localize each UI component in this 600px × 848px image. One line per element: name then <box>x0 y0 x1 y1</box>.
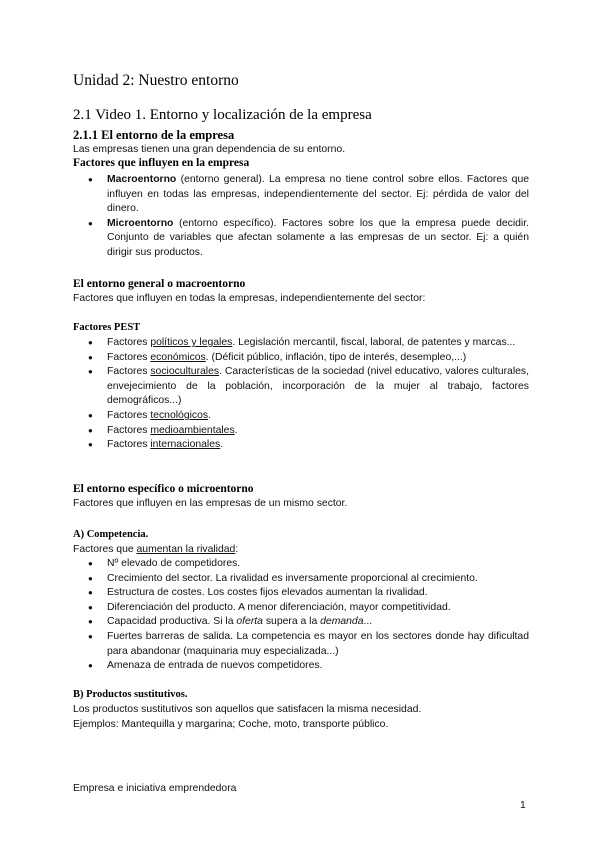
pest-item-text: . (Déficit público, inflación, tipo de interés, desempleo,...) <box>205 351 467 363</box>
micro-text: Factores que influyen en las empresas de un mismo sector. <box>73 498 348 509</box>
list-item: ● Fuertes barreras de salida. La competencia es mayor en los sectores donde hay dificultad para abandonar (maquinaria muy especializada...) <box>73 630 529 659</box>
list-item <box>73 615 529 630</box>
microentorno-term: Microentorno <box>107 217 174 229</box>
section-title: 2.1 Video 1. Entorno y localización de la empresa <box>73 107 372 123</box>
list-item <box>73 173 529 217</box>
competencia-intro-prefix: Factores que <box>73 544 137 555</box>
pest-item-text: . Legislación mercantil, fiscal, laboral, de patentes y marcas... <box>232 337 516 348</box>
list-item: ● Estructura de costes. Los costes fijos elevados aumentan la rivalidad. <box>73 586 529 601</box>
competencia-intro-link[interactable]: aumentan la rivalidad <box>136 544 236 555</box>
pest-link-politicos[interactable]: políticos y legales <box>150 337 233 348</box>
factors-heading: Factores que influyen en la empresa <box>73 157 250 169</box>
pest-item-prefix: Factores <box>107 409 151 421</box>
pest-item-prefix: Factores <box>107 424 151 436</box>
pest-item-prefix: Factores <box>107 337 151 348</box>
pest-item-prefix: Factores <box>107 439 151 451</box>
capacity-text-end: ... <box>363 616 373 628</box>
unit-title: Unidad 2: Nuestro entorno <box>73 72 239 89</box>
pest-item-prefix: Factores <box>107 366 151 378</box>
list-item <box>73 217 529 261</box>
pest-item-text: . <box>234 424 238 436</box>
oferta-emphasis: oferta <box>236 616 263 628</box>
factors-list <box>73 173 529 261</box>
sustitutos-heading: B) Productos sustitutivos. <box>73 689 188 700</box>
list-item: ● Amenaza de entrada de nuevos competidores. <box>73 659 529 674</box>
list-item <box>73 351 529 366</box>
list-item <box>73 409 529 424</box>
micro-heading: El entorno específico o microentorno <box>73 483 254 495</box>
list-item <box>73 365 529 409</box>
pest-heading: Factores PEST <box>73 322 141 333</box>
pest-item-text: . Características de la sociedad (nivel educativo, valores culturales, envejecimiento de la población, incorporación de la mujer al trabajo, factores demográficos...) <box>107 366 529 407</box>
pest-item-text: . <box>220 439 224 451</box>
list-item: ● Nº elevado de competidores. <box>73 557 529 572</box>
macro-text: Factores que influyen en todas la empresas, independientemente del sector: <box>73 293 426 304</box>
pest-item-text: . <box>208 409 211 421</box>
macro-heading: El entorno general o macroentorno <box>73 278 246 290</box>
page-footer: Empresa e iniciativa emprendedora <box>73 783 237 794</box>
list-item <box>73 424 529 439</box>
competencia-heading: A) Competencia. <box>73 529 149 540</box>
competencia-intro-suffix: : <box>235 544 239 555</box>
list-item <box>73 438 529 453</box>
microentorno-text: (entorno específico). Factores sobre los que la empresa puede decidir. Conjunto de variables que afectan solamente a las empresas de un sector. Ej: a quién dirigir sus productos. <box>107 217 529 258</box>
sustitutos-line2: Ejemplos: Mantequilla y margarina; Coche, moto, transporte público. <box>73 719 389 730</box>
list-item: ● Crecimiento del sector. La rivalidad es inversamente proporcional al crecimiento. <box>73 572 529 587</box>
pest-link-medioambientales[interactable]: medioambientales <box>150 424 235 436</box>
pest-link-socioculturales[interactable]: socioculturales <box>150 366 220 378</box>
page-number: 1 <box>520 800 526 811</box>
competencia-list <box>73 557 529 674</box>
list-item <box>73 336 529 351</box>
competencia-intro <box>73 543 529 558</box>
demanda-emphasis: demanda <box>320 616 364 628</box>
pest-item-prefix: Factores <box>107 351 151 363</box>
macroentorno-text: (entorno general). La empresa no tiene control sobre ellos. Factores que influyen en todas las empresas, independientemente del sector. Ej: pérdida de valor del dinero. <box>107 174 529 215</box>
macroentorno-term: Macroentorno <box>107 174 177 185</box>
pest-link-internacionales[interactable]: internacionales <box>150 439 221 451</box>
capacity-text-mid: supera a la <box>262 616 321 628</box>
pest-list <box>73 336 529 453</box>
pest-link-economicos[interactable]: económicos <box>150 351 206 363</box>
sustitutos-line1: Los productos sustitutivos son aquellos que satisfacen la misma necesidad. <box>73 704 422 715</box>
pest-link-tecnologicos[interactable]: tecnológicos <box>150 409 209 421</box>
subsection-title: 2.1.1 El entorno de la empresa <box>73 128 235 142</box>
list-item: ● Diferenciación del producto. A menor diferenciación, mayor competitividad. <box>73 601 529 616</box>
intro-text: Las empresas tienen una gran dependencia de su entorno. <box>73 144 346 155</box>
capacity-text: Capacidad productiva. Si la <box>107 616 237 628</box>
